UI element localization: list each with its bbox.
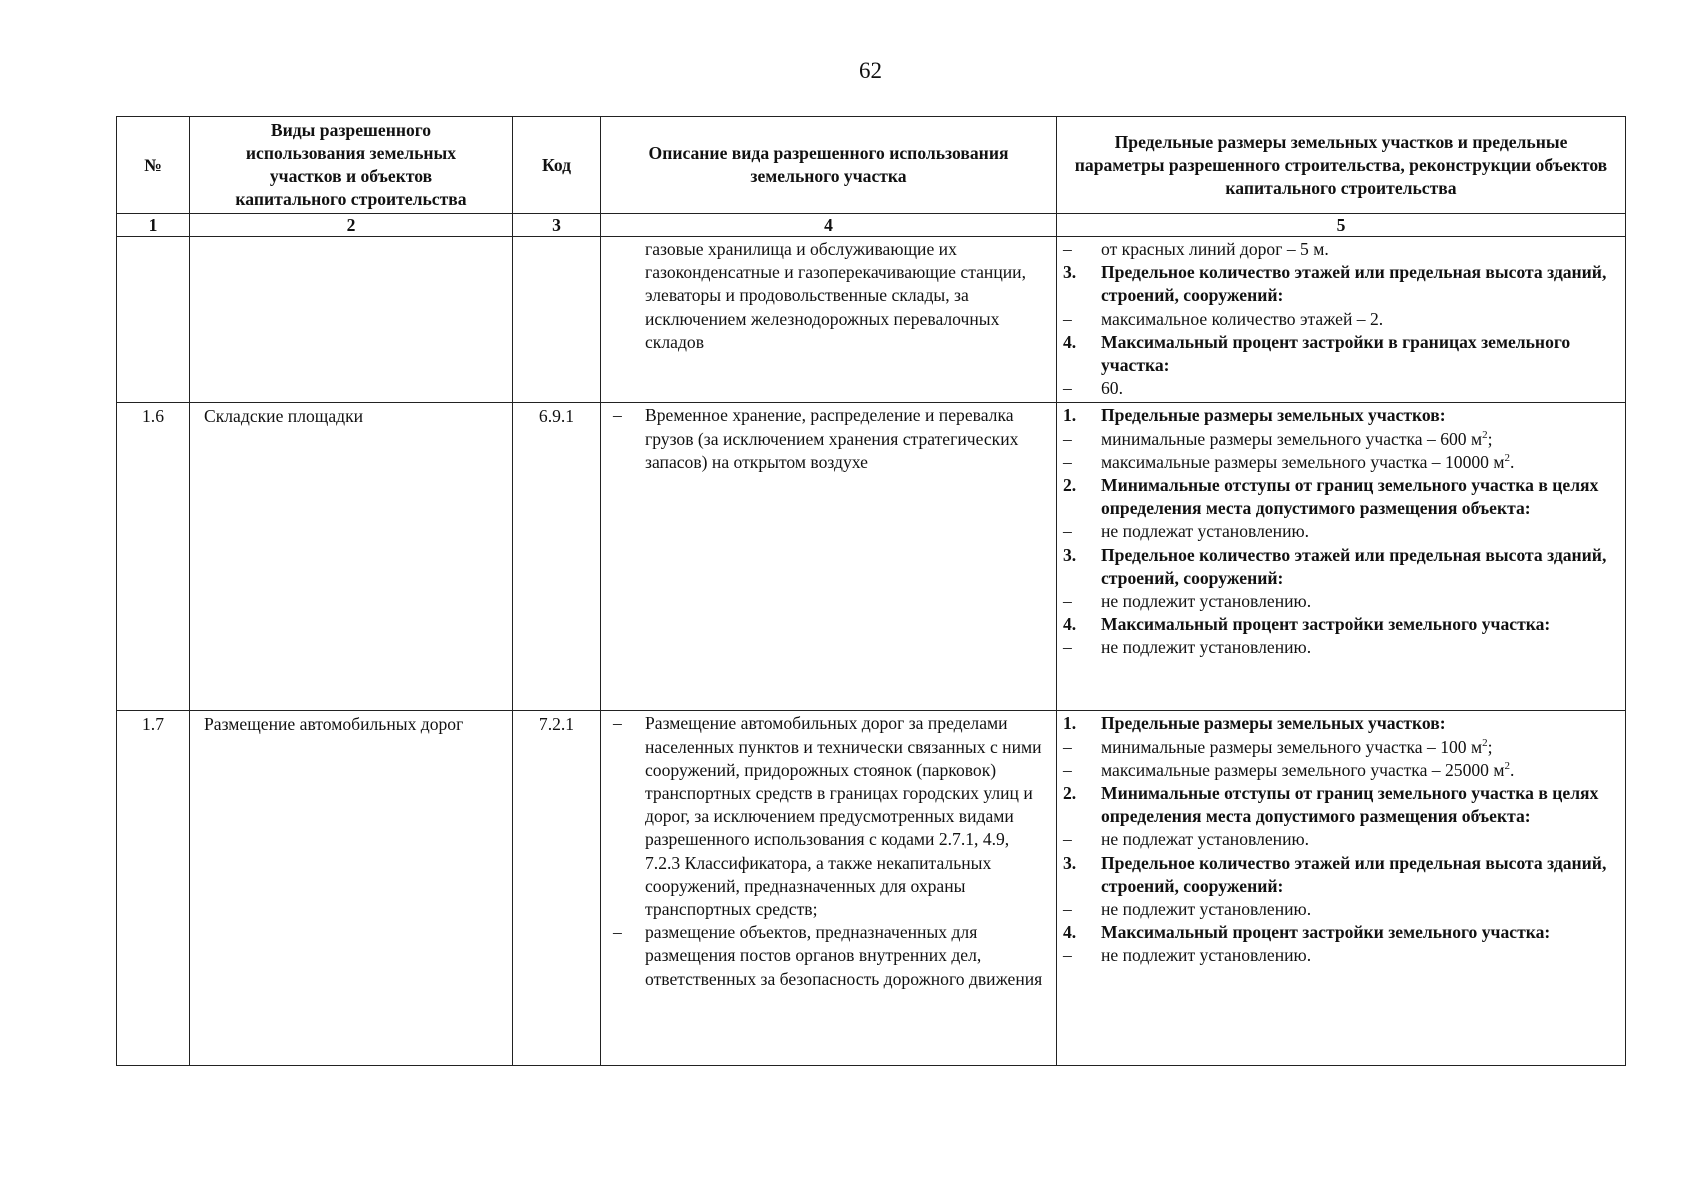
cell-number [117, 237, 190, 403]
parameter-text [1101, 921, 1621, 944]
description-text: газовые хранилища и обслуживающие их газоконденсатные и газоперекачивающие станции, элеваторы и продовольственные склады, за исключением железнодорожных перевалочных складов [645, 239, 1026, 352]
parameter-heading [1063, 544, 1621, 590]
parameter-text [1101, 308, 1621, 331]
description-text: Временное хранение, распределение и перевалка грузов (за исключением хранения стратегических запасов) на открытом воздухе [645, 405, 1019, 472]
list-marker: – [613, 713, 622, 734]
parameter-text-main: не подлежит установлению. [1101, 591, 1312, 612]
parameter-text [1101, 828, 1621, 851]
row-code: 7.2.1 [513, 711, 601, 1066]
cell-description [601, 237, 1057, 403]
parameter-value [1063, 636, 1621, 659]
list-marker: – [1063, 899, 1072, 920]
list-marker: – [1063, 451, 1072, 472]
row-number: 1.7 [117, 711, 190, 1066]
parameter-text [1101, 238, 1621, 261]
row-code: 6.9.1 [513, 403, 601, 711]
parameter-text-main: минимальные размеры земельного участка – 600 м [1101, 428, 1483, 449]
parameter-text [1101, 852, 1621, 898]
list-marker: – [1063, 829, 1072, 850]
list-marker: 2. [1063, 783, 1077, 804]
header-code: Код [513, 117, 601, 214]
parameter-heading [1063, 331, 1621, 377]
parameter-text [1101, 590, 1621, 613]
parameter-text [1101, 520, 1621, 543]
parameter-text-main: Максимальный процент застройки земельного участка: [1101, 922, 1551, 943]
parameter-text [1101, 898, 1621, 921]
parameter-text-main: максимальные размеры земельного участка – 10000 м [1101, 451, 1505, 472]
row-usage-name: Складские площадки [190, 403, 513, 711]
row-parameters [1057, 711, 1626, 1066]
parameter-value [1063, 308, 1621, 331]
table-header-row [117, 117, 1626, 214]
parameter-text [1101, 712, 1621, 735]
description-text: размещение объектов, предназначенных для размещения постов органов внутренних дел, ответственных за безопасность дорожного движения [645, 922, 1043, 989]
description-item [609, 921, 1048, 991]
list-marker: – [613, 922, 622, 943]
parameter-text-main: максимальное количество этажей – 2. [1101, 308, 1384, 329]
parameter-heading [1063, 404, 1621, 427]
list-marker: 1. [1063, 405, 1077, 426]
superscript: 2 [1482, 736, 1488, 749]
parameter-text-main: не подлежит установлению. [1101, 637, 1312, 658]
list-marker: – [1063, 945, 1072, 966]
list-marker: 3. [1063, 262, 1077, 283]
parameter-text-main: Предельные размеры земельных участков: [1101, 713, 1446, 734]
parameter-text-main: Максимальный процент застройки в границах земельного участка: [1101, 331, 1571, 376]
parameter-text-tail: . [1510, 759, 1515, 780]
description-item [609, 712, 1048, 921]
parameter-text-main: Минимальные отступы от границ земельного участка в целях определения места допустимого размещения объекта: [1101, 783, 1599, 827]
parameter-value [1063, 428, 1621, 451]
list-marker: 1. [1063, 713, 1077, 734]
parameter-text-main: не подлежит установлению. [1101, 945, 1312, 966]
column-number: 5 [1057, 214, 1626, 237]
parameter-text-tail: ; [1487, 736, 1493, 757]
parameter-value [1063, 944, 1621, 967]
list-marker: – [1063, 759, 1072, 780]
row-usage-name: Размещение автомобильных дорог [190, 711, 513, 1066]
parameter-text [1101, 782, 1621, 828]
parameter-value [1063, 451, 1621, 474]
table-row [117, 403, 1626, 711]
parameter-text-tail: . [1510, 451, 1515, 472]
table-row-continuation [117, 237, 1626, 403]
parameter-value [1063, 377, 1621, 400]
parameter-text-main: 60. [1101, 378, 1123, 399]
row-parameters [1057, 403, 1626, 711]
row-description [601, 711, 1057, 1066]
superscript: 2 [1504, 451, 1510, 464]
column-number: 2 [190, 214, 513, 237]
parameter-value [1063, 828, 1621, 851]
parameter-text [1101, 331, 1621, 377]
row-description [601, 403, 1057, 711]
parameter-value [1063, 898, 1621, 921]
list-marker: – [1063, 308, 1072, 329]
parameter-text [1101, 377, 1621, 400]
parameter-text-main: не подлежат установлению. [1101, 829, 1310, 850]
list-marker: – [1063, 378, 1072, 399]
parameter-value [1063, 238, 1621, 261]
parameter-value [1063, 759, 1621, 782]
parameter-text-main: минимальные размеры земельного участка – 100 м [1101, 736, 1483, 757]
parameter-text-main: Предельное количество этажей или предельная высота зданий, строений, сооружений: [1101, 544, 1607, 588]
parameter-heading [1063, 852, 1621, 898]
list-marker: – [1063, 637, 1072, 658]
column-number: 1 [117, 214, 190, 237]
parameter-text [1101, 474, 1621, 520]
list-marker: – [613, 405, 622, 426]
header-parameters: Предельные размеры земельных участков и предельные параметры разрешенного строительства, реконструкции объектов капитального строительства [1057, 117, 1626, 214]
list-marker: 2. [1063, 475, 1077, 496]
description-text: Размещение автомобильных дорог за пределами населенных пунктов и технически связанных с ними сооружений, придорожных стоянок (парковок) транспортных средств в границах городских улиц и дорог, за исключением предусмотренных видами разрешенного использования с кодами 2.7.1, 4.9, 7.2.3 Классификатора, а также некапитальных сооружений, предназначенных для охраны транспортных средств; [645, 713, 1042, 920]
parameter-text [1101, 428, 1621, 451]
land-use-table [116, 116, 1626, 1066]
list-marker: 3. [1063, 544, 1077, 565]
list-marker: 4. [1063, 922, 1077, 943]
header-number: № [117, 117, 190, 214]
parameter-text-main: Предельные размеры земельных участков: [1101, 405, 1446, 426]
parameter-text [1101, 613, 1621, 636]
parameter-text-main: не подлежит установлению. [1101, 899, 1312, 920]
parameter-heading [1063, 782, 1621, 828]
parameter-text [1101, 736, 1621, 759]
parameter-value [1063, 736, 1621, 759]
superscript: 2 [1504, 759, 1510, 772]
parameter-heading [1063, 613, 1621, 636]
header-description: Описание вида разрешенного использования земельного участка [601, 117, 1057, 214]
parameter-text-main: Предельное количество этажей или предельная высота зданий, строений, сооружений: [1101, 852, 1607, 896]
parameter-value [1063, 520, 1621, 543]
row-number: 1.6 [117, 403, 190, 711]
parameter-text-main: Минимальные отступы от границ земельного участка в целях определения места допустимого размещения объекта: [1101, 475, 1599, 519]
list-marker: – [1063, 591, 1072, 612]
list-marker: 3. [1063, 852, 1077, 873]
parameter-heading [1063, 921, 1621, 944]
parameter-heading [1063, 712, 1621, 735]
column-number: 4 [601, 214, 1057, 237]
description-item [609, 404, 1048, 474]
parameter-text [1101, 261, 1621, 307]
cell-parameters [1057, 237, 1626, 403]
table-row [117, 711, 1626, 1066]
parameter-text [1101, 759, 1621, 782]
parameter-text-main: от красных линий дорог – 5 м. [1101, 239, 1329, 259]
parameter-text [1101, 944, 1621, 967]
parameter-text-main: не подлежат установлению. [1101, 521, 1310, 542]
list-marker: – [1063, 521, 1072, 542]
parameter-text [1101, 544, 1621, 590]
parameter-text [1101, 451, 1621, 474]
page-number: 62 [859, 58, 882, 83]
parameter-text-main: Максимальный процент застройки земельного участка: [1101, 614, 1551, 635]
list-marker: – [1063, 428, 1072, 449]
parameter-text-main: Предельное количество этажей или предельная высота зданий, строений, сооружений: [1101, 262, 1607, 306]
cell-name [190, 237, 513, 403]
parameter-heading [1063, 261, 1621, 307]
list-marker: – [1063, 239, 1072, 259]
parameter-value [1063, 590, 1621, 613]
cell-code [513, 237, 601, 403]
column-numbers-row [117, 214, 1626, 237]
parameter-heading [1063, 474, 1621, 520]
parameter-text-main: максимальные размеры земельного участка – 25000 м [1101, 759, 1505, 780]
parameter-text [1101, 404, 1621, 427]
list-marker: 4. [1063, 614, 1077, 635]
parameter-text-tail: ; [1487, 428, 1493, 449]
column-number: 3 [513, 214, 601, 237]
parameter-text [1101, 636, 1621, 659]
list-marker: – [1063, 736, 1072, 757]
list-marker: 4. [1063, 331, 1077, 352]
header-usage-type: Виды разрешенного использования земельных участков и объектов капитального строительства [190, 117, 513, 214]
superscript: 2 [1482, 428, 1488, 441]
